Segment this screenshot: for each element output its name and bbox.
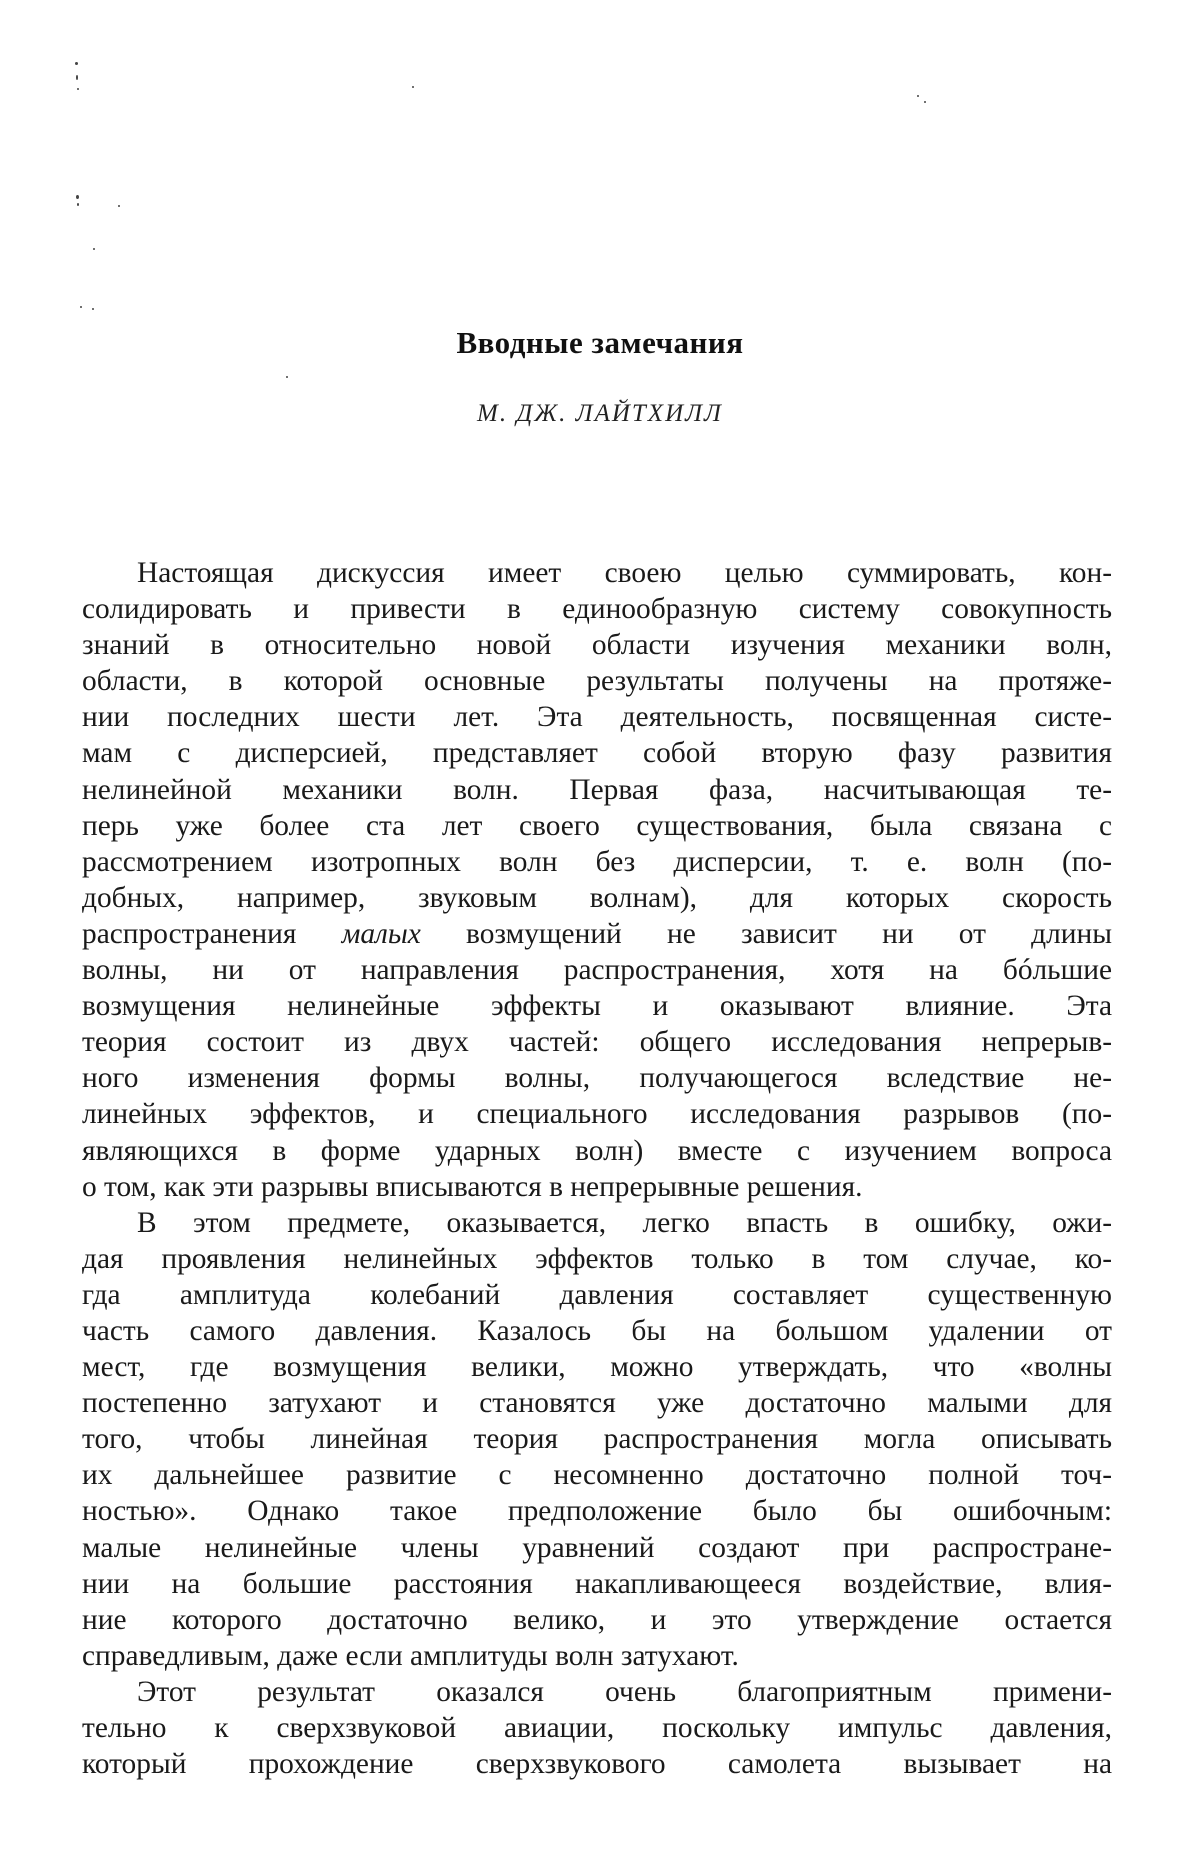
scan-speck	[76, 195, 79, 199]
text-line: гда амплитуда колебаний давления составляет существенную	[82, 1278, 1112, 1311]
text-line: который прохождение сверхзвукового самолета вызывает на	[82, 1748, 1112, 1781]
text-line: их дальнейшее развитие с несомненно достаточно полной точ-	[82, 1459, 1112, 1492]
article-author: М. ДЖ. ЛАЙТХИЛЛ	[477, 400, 723, 427]
text-line: В этом предмете, оказывается, легко впасть в ошибку, ожи-	[137, 1206, 1112, 1239]
text-line: дая проявления нелинейных эффектов только в том случае, ко-	[82, 1242, 1112, 1275]
text-line: мам с дисперсией, представляет собой вторую фазу развития	[82, 737, 1112, 770]
text-line: ностью». Однако такое предположение было бы ошибочным:	[82, 1495, 1112, 1528]
text-line: линейных эффектов, и специального исследования разрывов (по-	[82, 1098, 1112, 1131]
scan-speck	[80, 306, 82, 308]
text-line: волны, ни от направления распространения, хотя на бóльшие	[82, 954, 1112, 987]
text-line: теория состоит из двух частей: общего исследования непрерыв-	[82, 1026, 1112, 1059]
text-line: часть самого давления. Казалось бы на большом удалении от	[82, 1314, 1112, 1347]
scan-speck	[75, 62, 78, 65]
text-line: перь уже более ста лет своего существования, была связана с	[82, 809, 1112, 842]
text-line: солидировать и привести в единообразную систему совокупность	[82, 593, 1112, 626]
text-line: возмущения нелинейные эффекты и оказывают влияние. Эта	[82, 990, 1112, 1023]
scan-speck	[917, 95, 919, 97]
text-line: нии последних шести лет. Эта деятельность, посвященная систе-	[82, 701, 1112, 734]
emphasized-word: малых	[341, 917, 421, 950]
scan-speck	[93, 248, 95, 250]
scan-speck	[118, 205, 120, 207]
text-line: постепенно затухают и становятся уже достаточно малыми для	[82, 1387, 1112, 1420]
text-line: знаний в относительно новой области изучения механики волн,	[82, 629, 1112, 662]
text-line: нии на большие расстояния накапливающееся воздействие, влия-	[82, 1567, 1112, 1600]
scan-speck	[924, 101, 926, 103]
text-line: малые нелинейные члены уравнений создают при распростране-	[82, 1531, 1112, 1564]
scan-speck	[412, 86, 414, 88]
text-line: рассмотрением изотропных волн без дисперсии, т. е. волн (по-	[82, 845, 1112, 878]
text-line: мест, где возмущения велики, можно утверждать, что «волны	[82, 1351, 1112, 1384]
paragraph-1	[82, 555, 1112, 1205]
text-line: справедливым, даже если амплитуды волн затухают.	[82, 1639, 739, 1672]
text-line: того, чтобы линейная теория распространения могла описывать	[82, 1423, 1112, 1456]
scan-speck	[77, 88, 79, 90]
scan-speck	[286, 376, 288, 378]
text-line: нелинейной механики волн. Первая фаза, насчитывающая те-	[82, 773, 1112, 806]
text-segment: распространения	[82, 917, 342, 950]
text-line: ние которого достаточно велико, и это утверждение остается	[82, 1603, 1112, 1636]
text-line: Настоящая дискуссия имеет своею целью суммировать, кон-	[137, 557, 1112, 589]
text-line: области, в которой основные результаты получены на протяже-	[82, 665, 1112, 698]
text-line: тельно к сверхзвуковой авиации, поскольку импульс давления,	[82, 1712, 1112, 1744]
scan-speck	[92, 308, 94, 310]
paragraph-3	[82, 1674, 1112, 1782]
scan-speck	[77, 203, 79, 206]
paragraph-2	[82, 1205, 1112, 1674]
text-line-with-emphasis	[82, 916, 1112, 952]
text-line: добных, например, звуковым волнам), для которых скорость	[82, 881, 1112, 914]
article-title: Вводные замечания	[456, 325, 744, 360]
text-line: являющихся в форме ударных волн) вместе с изучением вопроса	[82, 1134, 1112, 1167]
scan-speck	[76, 75, 78, 80]
text-line: Этот результат оказался очень благоприятным примени-	[137, 1675, 1112, 1708]
text-line: о том, как эти разрывы вписываются в непрерывные решения.	[82, 1170, 863, 1203]
text-segment: возмущений не зависит ни от длины	[420, 917, 1112, 950]
text-line: ного изменения формы волны, получающегося вследствие не-	[82, 1062, 1112, 1095]
article-body	[82, 555, 1112, 1782]
